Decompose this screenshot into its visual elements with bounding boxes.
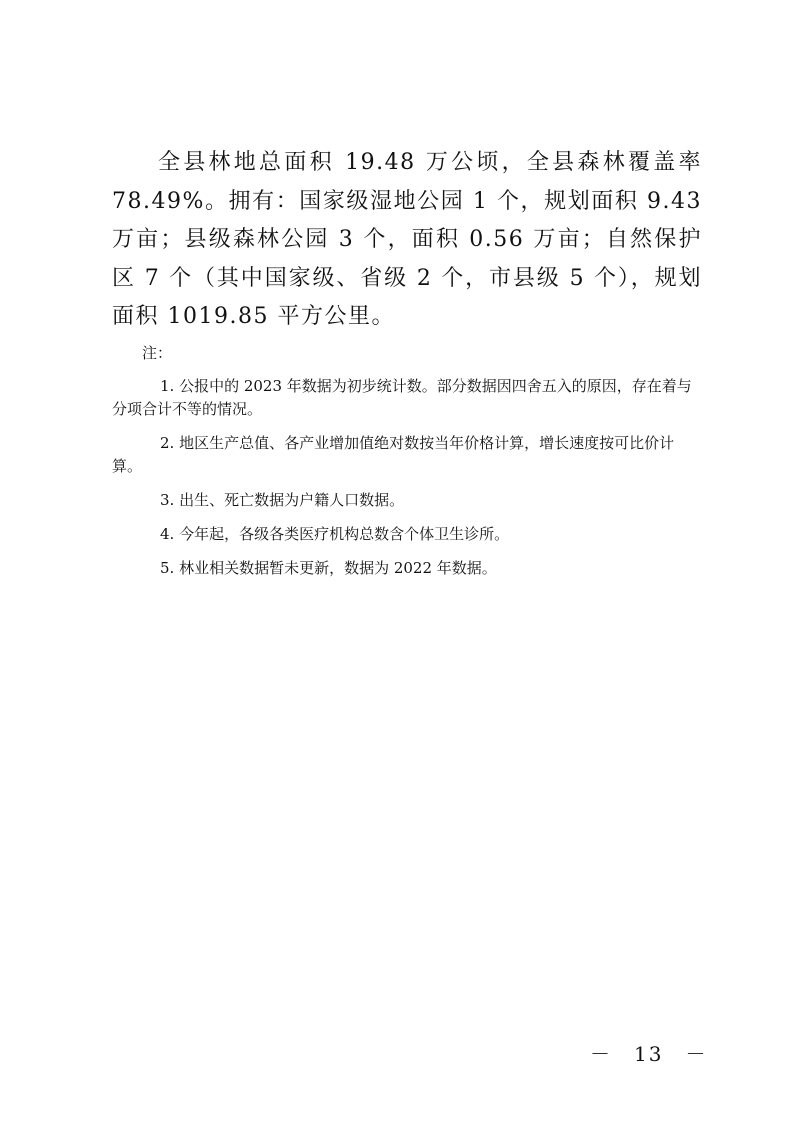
note-item-4: 4. 今年起，各级各类医疗机构总数含个体卫生诊所。: [160, 525, 510, 543]
notes-section: [112, 342, 702, 591]
page-number: － 13 －: [590, 1042, 708, 1066]
notes-title: 注：: [142, 344, 173, 362]
note-item-1: 1. 公报中的 2023 年数据为初步统计数。部分数据因四舍五入的原因，存在着与分项合计不等的情况。: [112, 377, 692, 418]
note-item-2: 2. 地区生产总值、各产业增加值绝对数按当年价格计算，增长速度按可比价计算。: [112, 434, 675, 475]
note-item-5: 5. 林业相关数据暂未更新，数据为 2022 年数据。: [160, 559, 497, 577]
note-item-3: 3. 出生、死亡数据为户籍人口数据。: [160, 491, 405, 509]
main-paragraph: 全县林地总面积 19.48 万公顷，全县森林覆盖率 78.49%。拥有：国家级湿地公园 1 个，规划面积 9.43 万亩；县级森林公园 3 个，面积 0.56 万亩；自然保护区 7 个（其中国家级、省级 2 个，市县级 5 个），规划面积 1019.85 平方公里。: [112, 150, 702, 329]
